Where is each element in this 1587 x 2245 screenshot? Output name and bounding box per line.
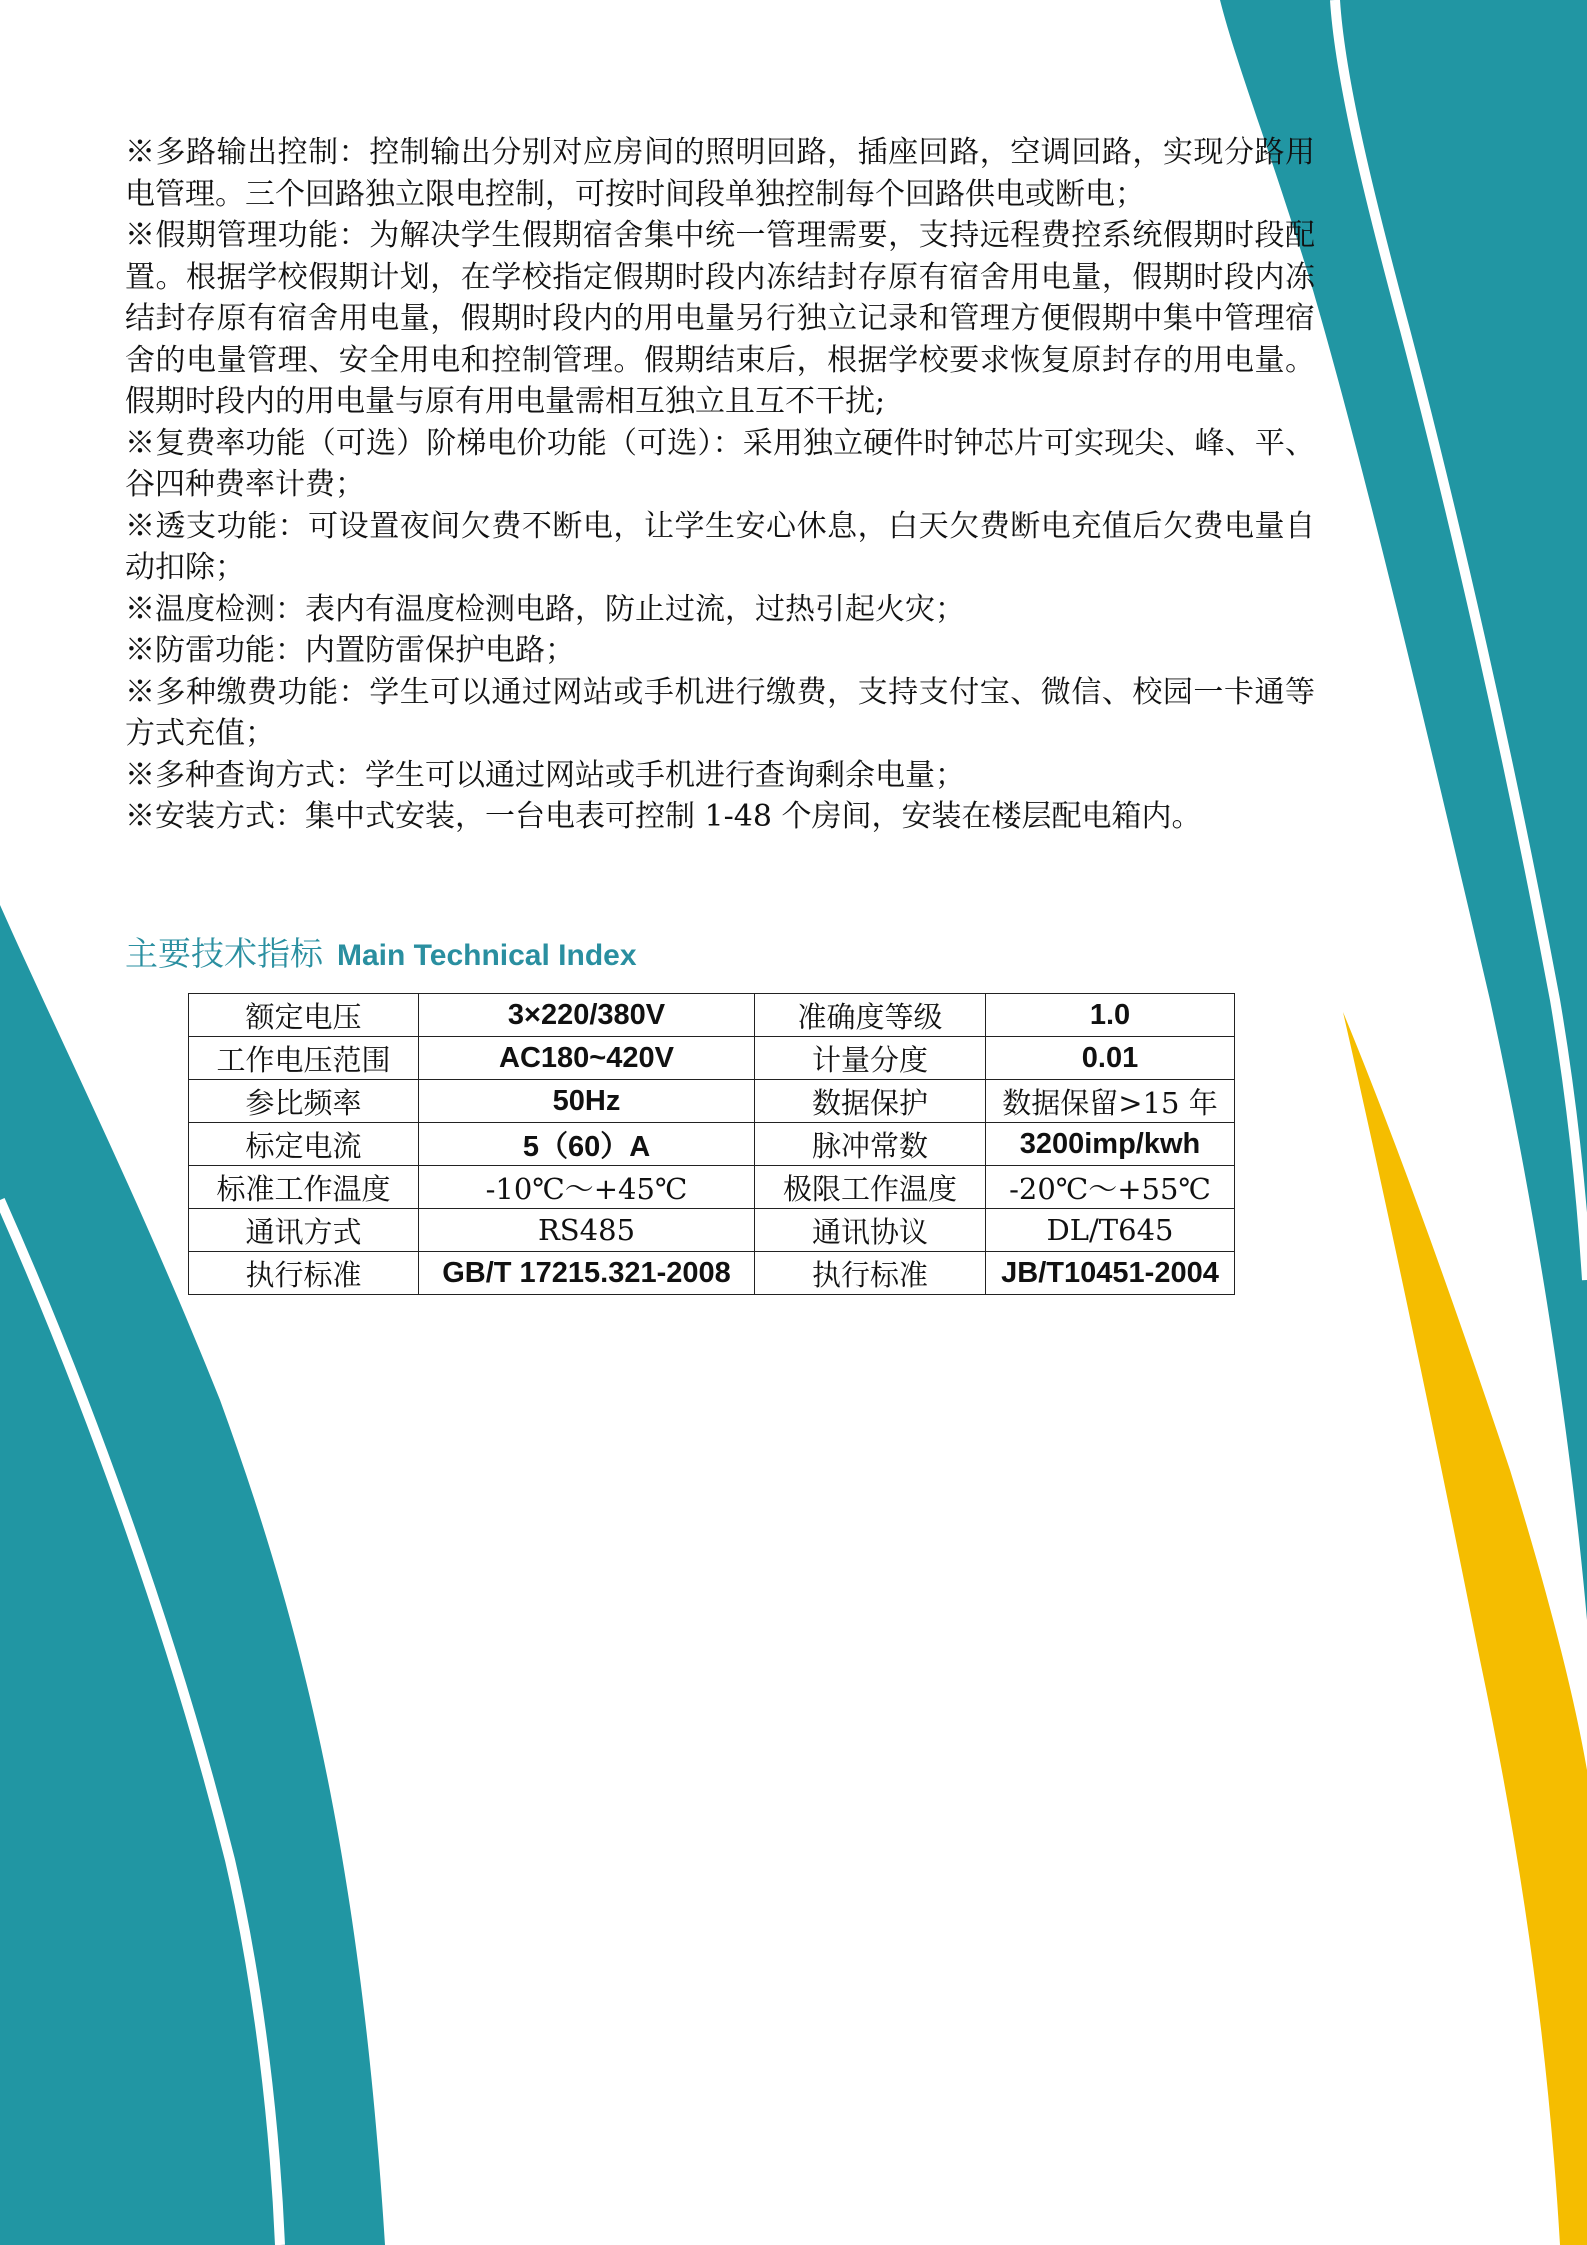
feature-temperature: ※温度检测：表内有温度检测电路，防止过流，过热引起火灾； (125, 591, 965, 627)
spec-table (188, 993, 1235, 1295)
spec-value: -20℃～+55℃ (986, 1166, 1235, 1209)
feature-installation: ※安装方式：集中式安装，一台电表可控制 1-48 个房间，安装在楼层配电箱内。 (125, 799, 1202, 834)
spec-value: 3×220/380V (419, 994, 755, 1037)
table-row (189, 1252, 1235, 1295)
spec-label: 标准工作温度 (189, 1166, 419, 1209)
table-row (189, 1209, 1235, 1252)
spec-value: AC180~420V (419, 1037, 755, 1080)
spec-label: 标定电流 (189, 1123, 419, 1166)
spec-value: DL/T645 (986, 1209, 1235, 1252)
spec-value: 50Hz (419, 1080, 755, 1123)
spec-value: 数据保留>15 年 (986, 1080, 1235, 1123)
spec-value: 0.01 (986, 1037, 1235, 1080)
spec-label: 通讯方式 (189, 1209, 419, 1252)
table-row (189, 1123, 1235, 1166)
table-row (189, 1037, 1235, 1080)
feature-overdraft: ※透支功能：可设置夜间欠费不断电，让学生安心休息，白天欠费断电充值后欠费电量自动扣除； (125, 508, 1315, 585)
spec-value: 1.0 (986, 994, 1235, 1037)
feature-holiday-management: ※假期管理功能：为解决学生假期宿舍集中统一管理需要，支持远程费控系统假期时段配置。根据学校假期计划，在学校指定假期时段内冻结封存原有宿舍用电量，假期时段内冻结封存原有宿舍用电量，假期时段内的用电量另行独立记录和管理方便假期中集中管理宿舍的电量管理、安全用电和控制管理。假期结束后，根据学校要求恢复原封存的用电量。假期时段内的用电量与原有用电量需相互独立且互不干扰; (125, 218, 1315, 419)
feature-payment: ※多种缴费功能：学生可以通过网站或手机进行缴费，支持支付宝、微信、校园一卡通等方式充值； (125, 674, 1315, 751)
spec-label: 执行标准 (189, 1252, 419, 1295)
spec-label: 工作电压范围 (189, 1037, 419, 1080)
spec-value: GB/T 17215.321-2008 (419, 1252, 755, 1295)
feature-lightning: ※防雷功能：内置防雷保护电路； (125, 633, 575, 668)
table-row (189, 1166, 1235, 1209)
spec-value: -10℃～+45℃ (419, 1166, 755, 1209)
feature-multi-rate: ※复费率功能（可选）阶梯电价功能（可选）：采用独立硬件时钟芯片可实现尖、峰、平、谷四种费率计费； (125, 425, 1315, 502)
spec-label: 准确度等级 (755, 994, 986, 1037)
feature-query: ※多种查询方式：学生可以通过网站或手机进行查询剩余电量； (125, 757, 965, 793)
spec-value: JB/T10451-2004 (986, 1252, 1235, 1295)
table-row (189, 1080, 1235, 1123)
spec-value: 5（60）A (419, 1123, 755, 1166)
spec-label: 执行标准 (755, 1252, 986, 1295)
heading-english: Main Technical Index (337, 939, 637, 972)
table-row (189, 994, 1235, 1037)
spec-label: 参比频率 (189, 1080, 419, 1123)
section-heading (125, 928, 637, 975)
feature-list (125, 132, 1315, 838)
feature-multi-output: ※多路输出控制：控制输出分别对应房间的照明回路，插座回路，空调回路，实现分路用电管理。三个回路独立限电控制，可按时间段单独控制每个回路供电或断电； (125, 135, 1315, 212)
spec-label: 脉冲常数 (755, 1123, 986, 1166)
spec-label: 数据保护 (755, 1080, 986, 1123)
spec-label: 通讯协议 (755, 1209, 986, 1252)
spec-value: 3200imp/kwh (986, 1123, 1235, 1166)
spec-label: 额定电压 (189, 994, 419, 1037)
spec-label: 极限工作温度 (755, 1166, 986, 1209)
heading-chinese: 主要技术指标 (125, 934, 323, 973)
spec-value: RS485 (419, 1209, 755, 1252)
spec-label: 计量分度 (755, 1037, 986, 1080)
